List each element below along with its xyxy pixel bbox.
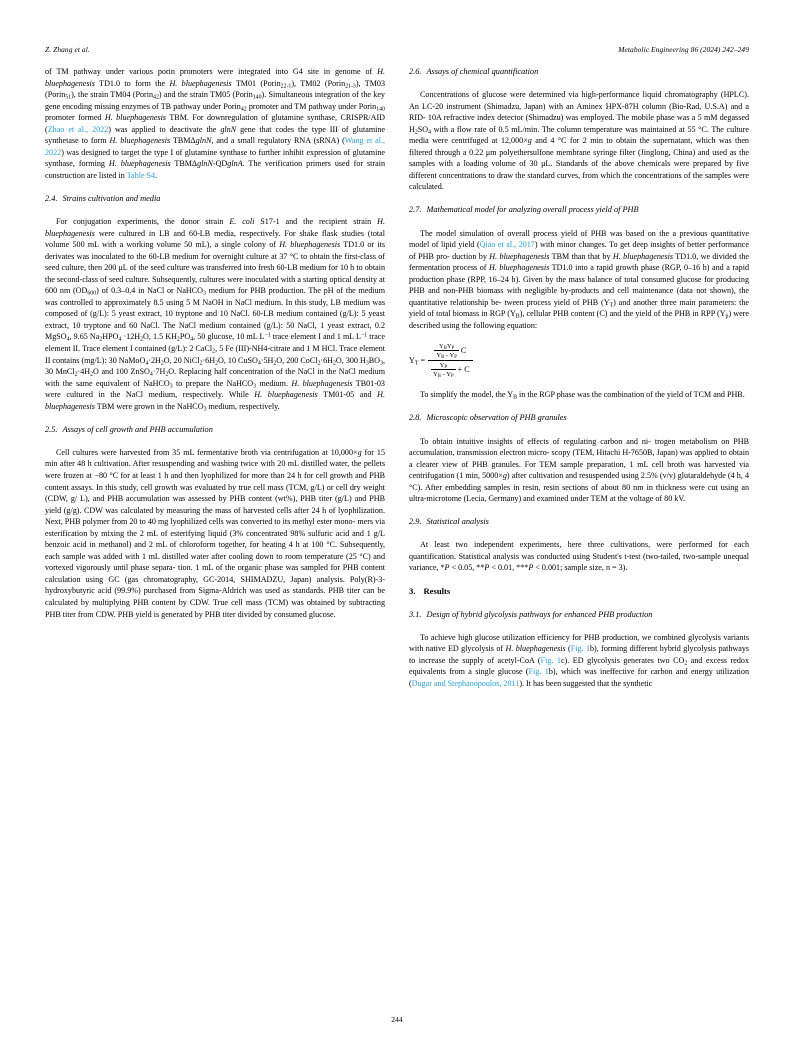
section-number: 2.4.	[45, 193, 58, 203]
citation-link-qiao[interactable]: Qiao et al., 2017	[479, 240, 535, 250]
section-number: 3.	[409, 585, 416, 596]
equation-denominator	[428, 360, 473, 379]
equation-numerator-inner-fraction	[434, 343, 459, 359]
section-heading-2-6	[409, 66, 749, 78]
equation-fraction	[428, 342, 473, 379]
inner-numerator: $Y_P$	[439, 361, 448, 371]
right-column	[409, 66, 749, 998]
section-number: 2.8.	[409, 413, 422, 423]
section-title: Mathematical model for analyzing overall process yield of PHB	[426, 205, 639, 215]
denominator-tail: + C	[457, 365, 470, 375]
citation-link-zhao[interactable]: Zhao et al., 2022	[47, 124, 109, 134]
paragraph-2-5: Cell cultures were harvested from 35 mL fermentative broth via centrifugation at 10,000×g for 15 min after 48 h cultivation. After resuspending and washing twice with 20 mL distilled water, the pellets were frozen at −80 °C for at least 1 h and then lyophilized for more than 24 h for cell growth and PHB content assays. In this study, cell growth was evaluated by true cell mass (TCM, g/L) or cell dry weight (CDW, g/ L), and PHB accumulation was assessed by PHB content (wt%), PHB titer (g/L) and PHB yield (g/g). CDW was calculated by measuring the mass of harvested cells after 24 h of lyophilization. Next, PHB polymer from 20 to 40 mg lyophilized cells was converted to its methyl ester mono- mers via esterification by mixing the 2 mL of esterifying liquid (3% concentrated 98% sulfuric acid and 1 g/L benzoic acid in methanol) and 2 mL of chloroform together, for heating 4 h at 100 °C. Subsequently, each sample was added with 1 mL distilled water after cooling down to room temperature (25 °C) and vortexed vigorously until phase separa- tion. 1 mL of the organic phase was sampled for PHB content calculation using GC (gas chromatography, GC-2014, SHIMADZU, Japan) analysis. Poly(R)-3-hydroxybutyric acid (99.9%) purchased from Sigma-Aldrich was used as standards. PHB titer can be calculated by multiplying PHB content by CDW. True cell mass (TCM) was obtained by subtracting PHB titer from CDW. PHB yield is generated by PHB titer divided by consumed glucose.	[45, 447, 385, 619]
section-title: Statistical analysis	[426, 517, 489, 527]
equation-numerator	[431, 342, 469, 360]
figure-link-1c[interactable]: Fig. 1	[540, 655, 561, 665]
inner-denominator: $Y_B - Y_P$	[433, 370, 454, 380]
section-title: Microscopic observation of PHB granules	[426, 413, 567, 423]
paragraph-2-7b: To simplify the model, the $Y_B$ in the RGP phase was the combination of the yield of TCM and PHB.	[420, 390, 745, 401]
numerator-tail: C	[460, 346, 467, 356]
section-number: 2.5.	[45, 424, 58, 434]
citation-link-dugar[interactable]: Dugar and Stephanopoulos, 2011	[411, 678, 520, 688]
figure-link-1b-second[interactable]: Fig. 1	[528, 667, 549, 677]
inner-denominator: $Y_B - Y_P$	[436, 351, 457, 361]
section-heading-2-7	[409, 204, 749, 216]
paragraph-2-4: For conjugation experiments, the donor strain E. coli S17-1 and the recipient strain H. bluephagenesis were cultured in LB and 60-LB media, respectively. For shake flask studies (total volume 500 mL with a working volume 50 mL), a single colony of H. bluephagenesis TD1.0 or its derivates was inoculated to the 60-LB medium for overnight culture at 37 °C to obtain the first-class of seed culture, then 200 μL of the seed culture was transferred into fresh 60-LB medium for 10 h to obtain the second-class of seed culture. Subsequently, cultures were inoculated with a starting optical density at 600 nm $(OD_{600})$ of 0.3–0.4 in NaCl or NaHCO$_3$ medium for PHB production. The pH of the medium was controlled to approximately 8.5 using 5 M NaOH in NaCl medium. In this study, LB medium was composed of (g/L): 5 yeast extract, 10 tryptone and 10 NaCl. 60-LB medium contained (g/L): 5 yeast extract, 10 tryptone and 60 NaCl. The NaCl medium contained (g/L): 50 NaCl, 1 yeast extract, 0.2 MgSO$_4$, 9.65 $Na_2HPO_4 \cdot 12H_2O$, 1.5 $KH_2PO_4$, 50 glucose, 10 mL $L^{-1}$ trace element I and 1 mL $L^{-1}$ trace element II. Trace element I contained (g/L): 2 CaCl$_2$, 5 Fe (III)-NH4-citrate and 1 M HCl. Trace element II contains (mg/L): 30 $NaMoO_4\cdot 2H_2O$, 20 $NiCl_2\cdot 6H_2O$, 10 $CuSO_4\cdot 5H_2O$, 200 $CoCl_2\cdot 6H_2O$, 300 $H_3BO_3$, 30 $MnCl_2\cdot 4H_2O$ and 100 $ZnSO_4\cdot 7H_2O$. Replacing half concentration of the NaCl in the NaCl medium with the same equivalent of NaHCO$_3$ to prepare the NaHCO$_3$ medium. H. bluephagenesis TB01-03 were cultured in the NaCl medium, respectively. While H. bluephagenesis TM01-05 and H. bluephagenesis TBM were grown in the NaHCO$_3$ medium, respectively.	[45, 217, 386, 413]
section-number: 2.7.	[409, 205, 422, 215]
link-table-s4[interactable]: Table S4	[126, 170, 156, 180]
equation-left-hand-side: $Y_T$ =	[409, 355, 426, 367]
figure-link-1b-first[interactable]: Fig. 1	[570, 644, 590, 654]
section-heading-3	[409, 586, 749, 598]
section-number: 3.1.	[409, 609, 422, 619]
paragraph-2-7: The model simulation of overall process yield of PHB was based on the a previous quantitative model of lipid yield (Qiao et al., 2017) with minor changes. To get deep insights of better performance of PHB pro- duction by H. bluephagenesis TBM than that by H. bluephagenesis TD1.0, we divided the fermentation process of H. bluephagenesis TD1.0 into a rapid growth phase (RGP, 0–16 h) and a rapid production phase (RPP, 16–24 h). Given by the mass balance of total consumed glucose for producing PHB and non-PHB biomass with negligible by-products and cell maintenance (data not shown), the quantitative relationship be- tween process yield of PHB $(Y_T)$ and another three main parameters: the yield of total biomass in RGP $(Y_B)$, cellular PHB content (C) and the yield of the PHB in RPP $(Y_p)$ were described using the following equation:	[409, 228, 750, 330]
section-number: 2.6.	[409, 67, 422, 76]
citation-link-wang[interactable]: Wang et al., 2022	[45, 136, 386, 157]
section-heading-2-5	[45, 424, 385, 436]
paragraph-continued: of TM pathway under various porin promoters were integrated into G4 site in genome of H. bluephagenesis TD1.0 to form the H. bluephagenesis TM01 (Porin$_{22-1}$), TM02 (Porin$_{21-3}$), TM03 (Porin$_{51}$), the strain TM04 (Porin$_{42}$) and the strain TM05 (Porin$_{140}$). Simultaneous integration of the key gene encoding missing enzymes of TB pathway under Porin$_{42}$ promoter and TM pathway under Porin$_{140}$ promoter formed H. bluephagenesis TBM. For downregulation of glutamine synthase, CRISPR/AID (Zhao et al., 2022) was applied to deactivate the glnN gene that codes the type III of glutamine synthetase to form H. bluephagenesis TBMΔglnN, and a small regulatory RNA (sRNA) (Wang et al., 2022) was designed to target the type I of glutamine synthase to further inhibit expression of glutamine synthase, forming H. bluephagenesis TBMΔglnN-QDglnA. The verification primers used for strain construction are listed in Table S4.	[45, 67, 386, 180]
body-columns	[45, 66, 749, 998]
section-title: Assays of cell growth and PHB accumulation	[62, 424, 213, 434]
section-title: Results	[423, 585, 451, 596]
left-column	[45, 66, 385, 998]
section-heading-2-8	[409, 412, 749, 424]
section-heading-2-9	[409, 516, 749, 528]
running-head-journal-ref: Metabolic Engineering 86 (2024) 242–249	[618, 45, 749, 54]
paragraph-2-9: At least two independent experiments, here three cultivations, were performed for each quantification. Statistical analysis was conducted using Student's t-test (two-tailed, two-sample unequal variance, *P < 0.05, **P < 0.01, ***P < 0.001; sample size, n = 3).	[409, 540, 749, 573]
paragraph-2-8: To obtain intuitive insights of effects of regulating carbon and ni- trogen metabolism on PHB accumulation, transmission electron micro- scopy (TEM, Hitachi H-7650B, Japan) was applied to obtain a clearer view of PHB granules. For TEM sample preparation, 1 mL cell broth was harvested via centrifugation (1 min, 5000×g) after cultivation and resuspended using 2.5% (v/v) glutaraldehyde (4 h, 4 °C). After embedding samples in resin, resin sections of about 80 nm in thickness were cut using an ultra-microtome (Lecia, Germany) and examined under TEM at the voltage of 80 kV.	[409, 436, 750, 504]
equation-denominator-inner-fraction	[431, 362, 456, 378]
section-title: Design of hybrid glycolysis pathways for enhanced PHB production	[426, 609, 653, 619]
paragraph-3-1: To achieve high glucose utilization efficiency for PHB production, we combined glycolysis variants with native ED glycolysis of H. bluephagenesis (Fig. 1b), forming different hybrid glycolysis pathways to increase the supply of acetyl-CoA (Fig. 1c). ED glycolysis generates two $CO_2$ and excess redox equivalents from a single glucose (Fig. 1b), which was ineffective for carbon and energy utilization (Dugar and Stephanopoulos, 2011). It has been suggested that the synthetic	[409, 632, 750, 688]
section-heading-2-4	[45, 193, 385, 205]
paragraph-2-6: Concentrations of glucose were determined via high-performance liquid chromatography (HPLC). An LC-20 instrument (Shimadzu, Japan) with an Aminex HPX-87H column (Bio-Rad, U.S.A) and a RID- 10A refractive index detector (Shimadzu) was employed. The mobile phase was a 5 mM degassed $H_2SO_4$ with a flow rate of 0.5 mL/min. The column temperature was maintained at 55 °C. The culture media were centrifuged at 12,000×g and 4 °C for 2 min to obtain the supernatant, which was then filtered through a 0.22 μm polyethersulfone membrane syringe filter (Jinglong, China) and used as the samples with a loading volume of 30 μL. Standards of the above chemicals were prepared by five different concentrations to draw the standard curves, from which the concentrations of the samples were calculated.	[409, 90, 749, 192]
section-number: 2.9.	[409, 517, 422, 527]
inner-numerator: $Y_BY_P$	[438, 342, 455, 352]
equation-process-yield	[409, 340, 749, 380]
running-head-authors: Z. Zhang et al.	[45, 45, 90, 54]
running-head	[45, 45, 749, 61]
page-number: 244	[391, 1015, 403, 1024]
section-title: Assays of chemical quantification	[426, 67, 539, 76]
section-heading-3-1	[409, 609, 749, 621]
section-title: Strains cultivation and media	[62, 193, 161, 203]
